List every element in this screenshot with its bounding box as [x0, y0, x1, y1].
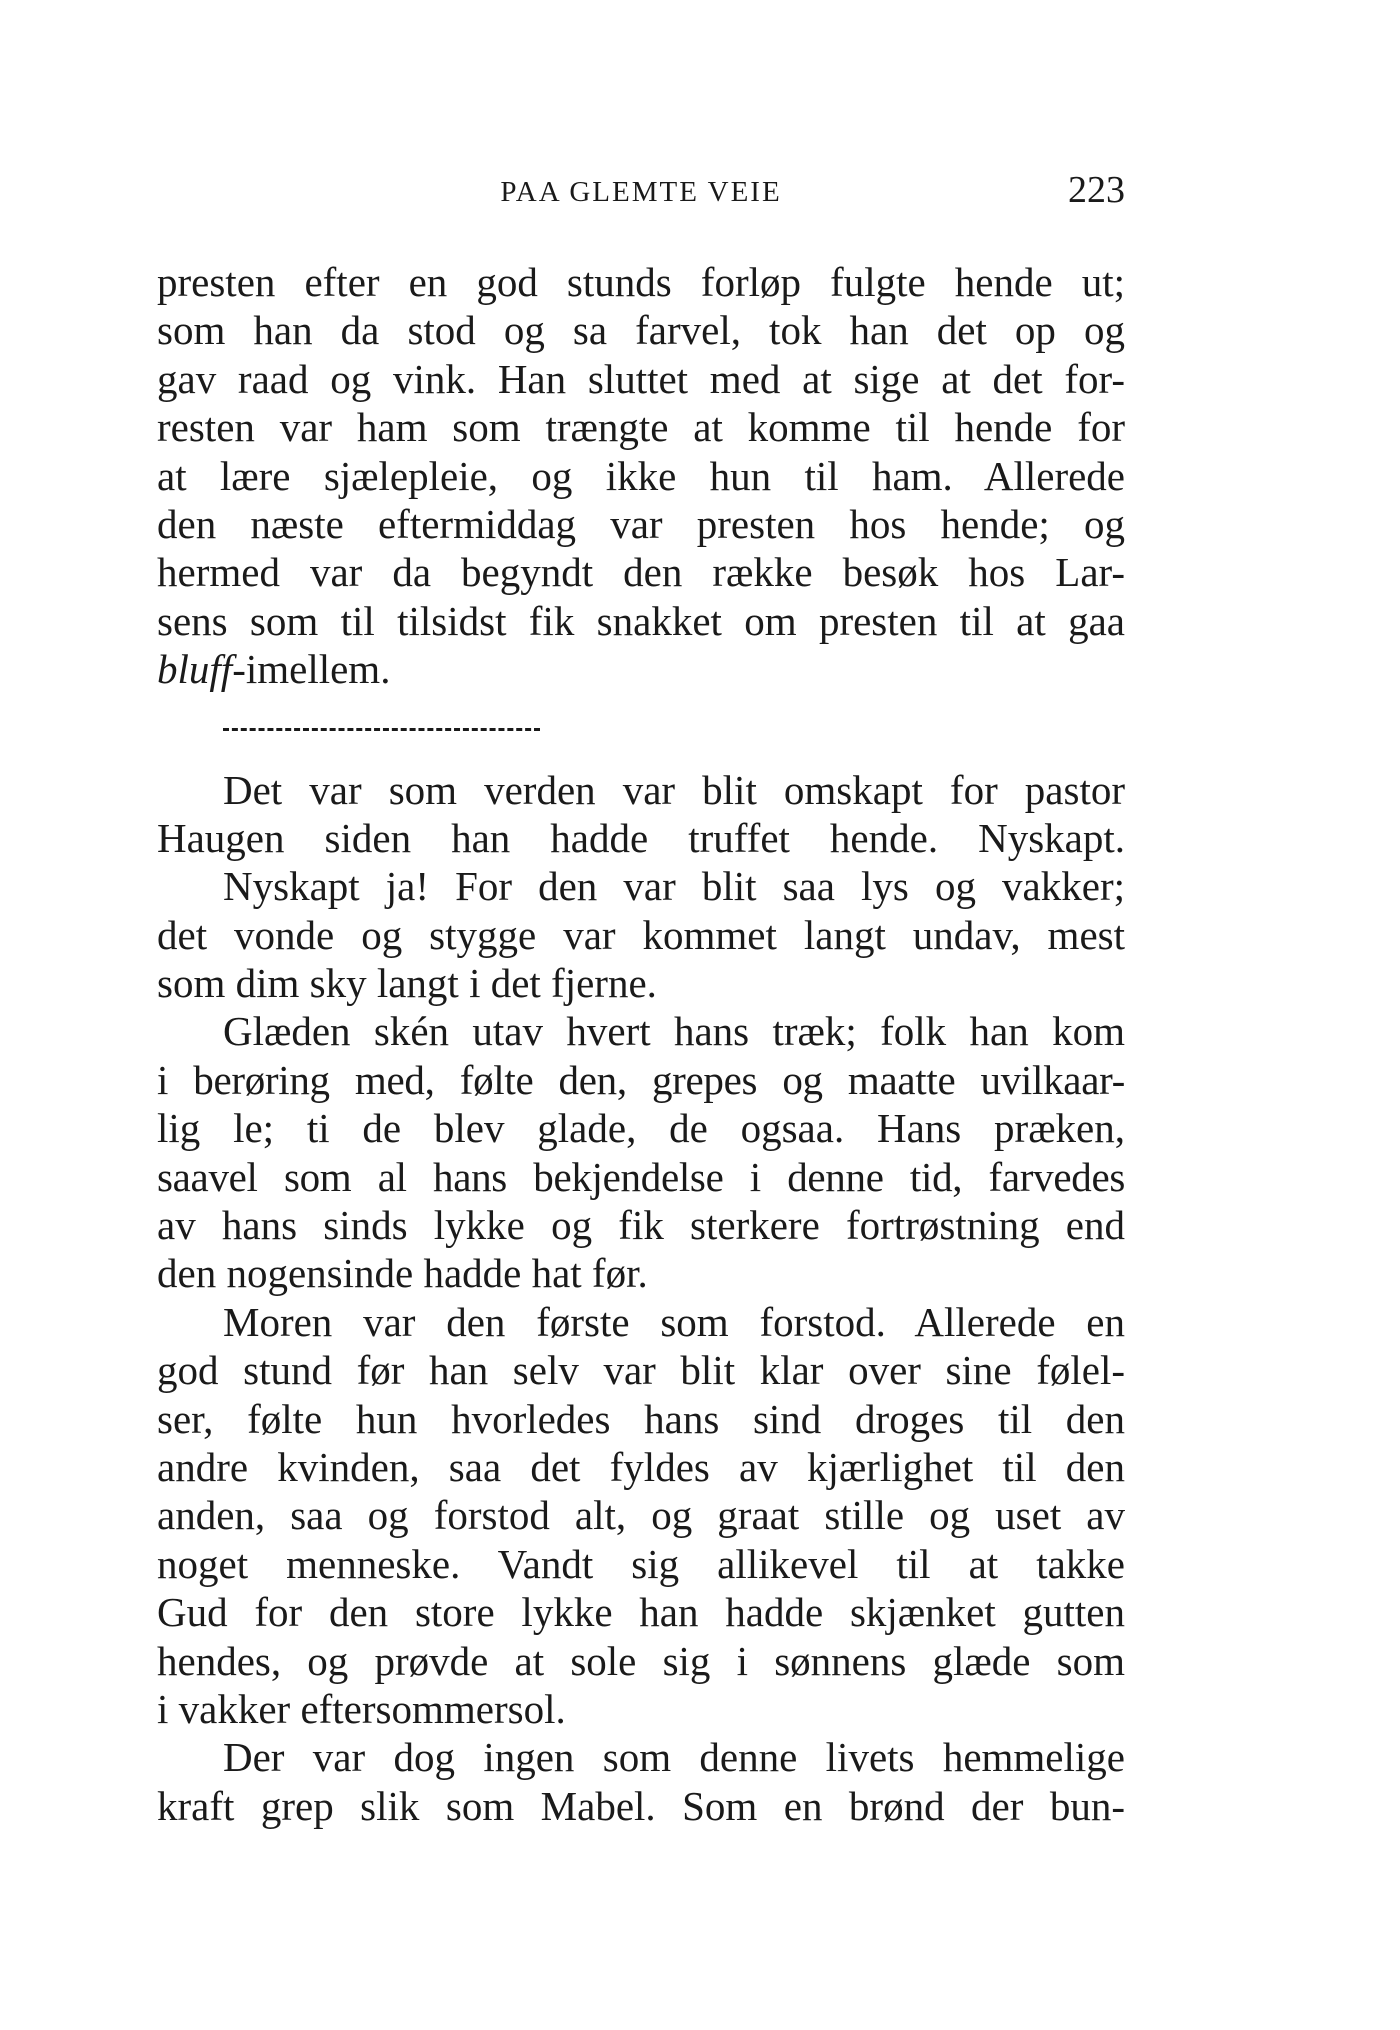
text-line: den næste eftermiddag var presten hos hende; og [157, 500, 1125, 547]
text-line: resten var ham som trængte at komme til hende for [157, 404, 1125, 451]
text-line: i vakker eftersommersol. [157, 1685, 566, 1732]
text-line: Det var som verden var blit omskapt for pastor [223, 766, 1125, 813]
text-line: presten efter en god stunds forløp fulgte hende ut; [157, 259, 1125, 305]
text-line: den nogensinde hadde hat før. [157, 1250, 648, 1297]
text-line: i berøring med, følte den, grepes og maatte uvilkaar- [157, 1056, 1125, 1103]
text-line: av hans sinds lykke og fik sterkere fortrøstning end [157, 1202, 1125, 1249]
text-line: saavel som al hans bekjendelse i denne tid, farvedes [157, 1153, 1125, 1200]
paragraph-5 [157, 1733, 1125, 1830]
text-line: Glæden skén utav hvert hans træk; folk han kom [223, 1008, 1125, 1055]
text-line: det vonde og stygge var kommet langt undav, mest [157, 911, 1125, 958]
text-line: anden, saa og forstod alt, og graat stille og uset av [157, 1492, 1125, 1539]
text-line: hermed var da begyndt den række besøk hos Lar- [157, 549, 1125, 596]
text-line: sens som til tilsidst fik snakket om presten til at gaa [157, 597, 1125, 644]
text-line: Moren var den første som forstod. Allerede en [223, 1298, 1125, 1345]
dash-rule [223, 728, 540, 731]
text-line: som han da stod og sa farvel, tok han det op og [157, 307, 1125, 354]
page-header [157, 168, 1125, 216]
text-line: andre kvinden, saa det fyldes av kjærlighet til den [157, 1443, 1125, 1490]
paragraph-2 [157, 766, 1125, 1008]
text-line: Gud for den store lykke han hadde skjænket gutten [157, 1589, 1125, 1636]
page-number: 223 [1068, 169, 1125, 211]
text-line [157, 645, 1125, 693]
text-line: ser, følte hun hvorledes hans sind droges til den [157, 1395, 1125, 1442]
running-head: PAA GLEMTE VEIE [500, 176, 782, 208]
text-line: som dim sky langt i det fjerne. [157, 960, 657, 1007]
text-line: gav raad og vink. Han sluttet med at sige at det for- [157, 355, 1125, 402]
text-line: Haugen siden han hadde truffet hende. Nyskapt. [157, 814, 1125, 861]
body-text [157, 258, 1125, 1830]
text-line: Der var dog ingen som denne livets hemmelige [223, 1734, 1125, 1781]
paragraph-4 [157, 1298, 1125, 1734]
text-line: noget menneske. Vandt sig allikevel til at takke [157, 1540, 1125, 1587]
text-line: lig le; ti de blev glade, de ogsaa. Hans præken, [157, 1105, 1125, 1152]
text-line: god stund før han selv var blit klar over sine følel- [157, 1347, 1125, 1394]
text-fragment: -imellem. [232, 646, 391, 693]
paragraph-1 [157, 258, 1125, 694]
paragraph-3 [157, 1007, 1125, 1297]
italic-word: bluff [157, 646, 233, 693]
text-line: kraft grep slik som Mabel. Som en brønd der bun- [157, 1782, 1125, 1829]
text-line: Nyskapt ja! For den var blit saa lys og vakker; [223, 863, 1125, 910]
text-line: hendes, og prøvde at sole sig i sønnens glæde som [157, 1637, 1125, 1684]
section-break [157, 694, 1125, 766]
text-line: at lære sjælepleie, og ikke hun til ham. Allerede [157, 452, 1125, 499]
